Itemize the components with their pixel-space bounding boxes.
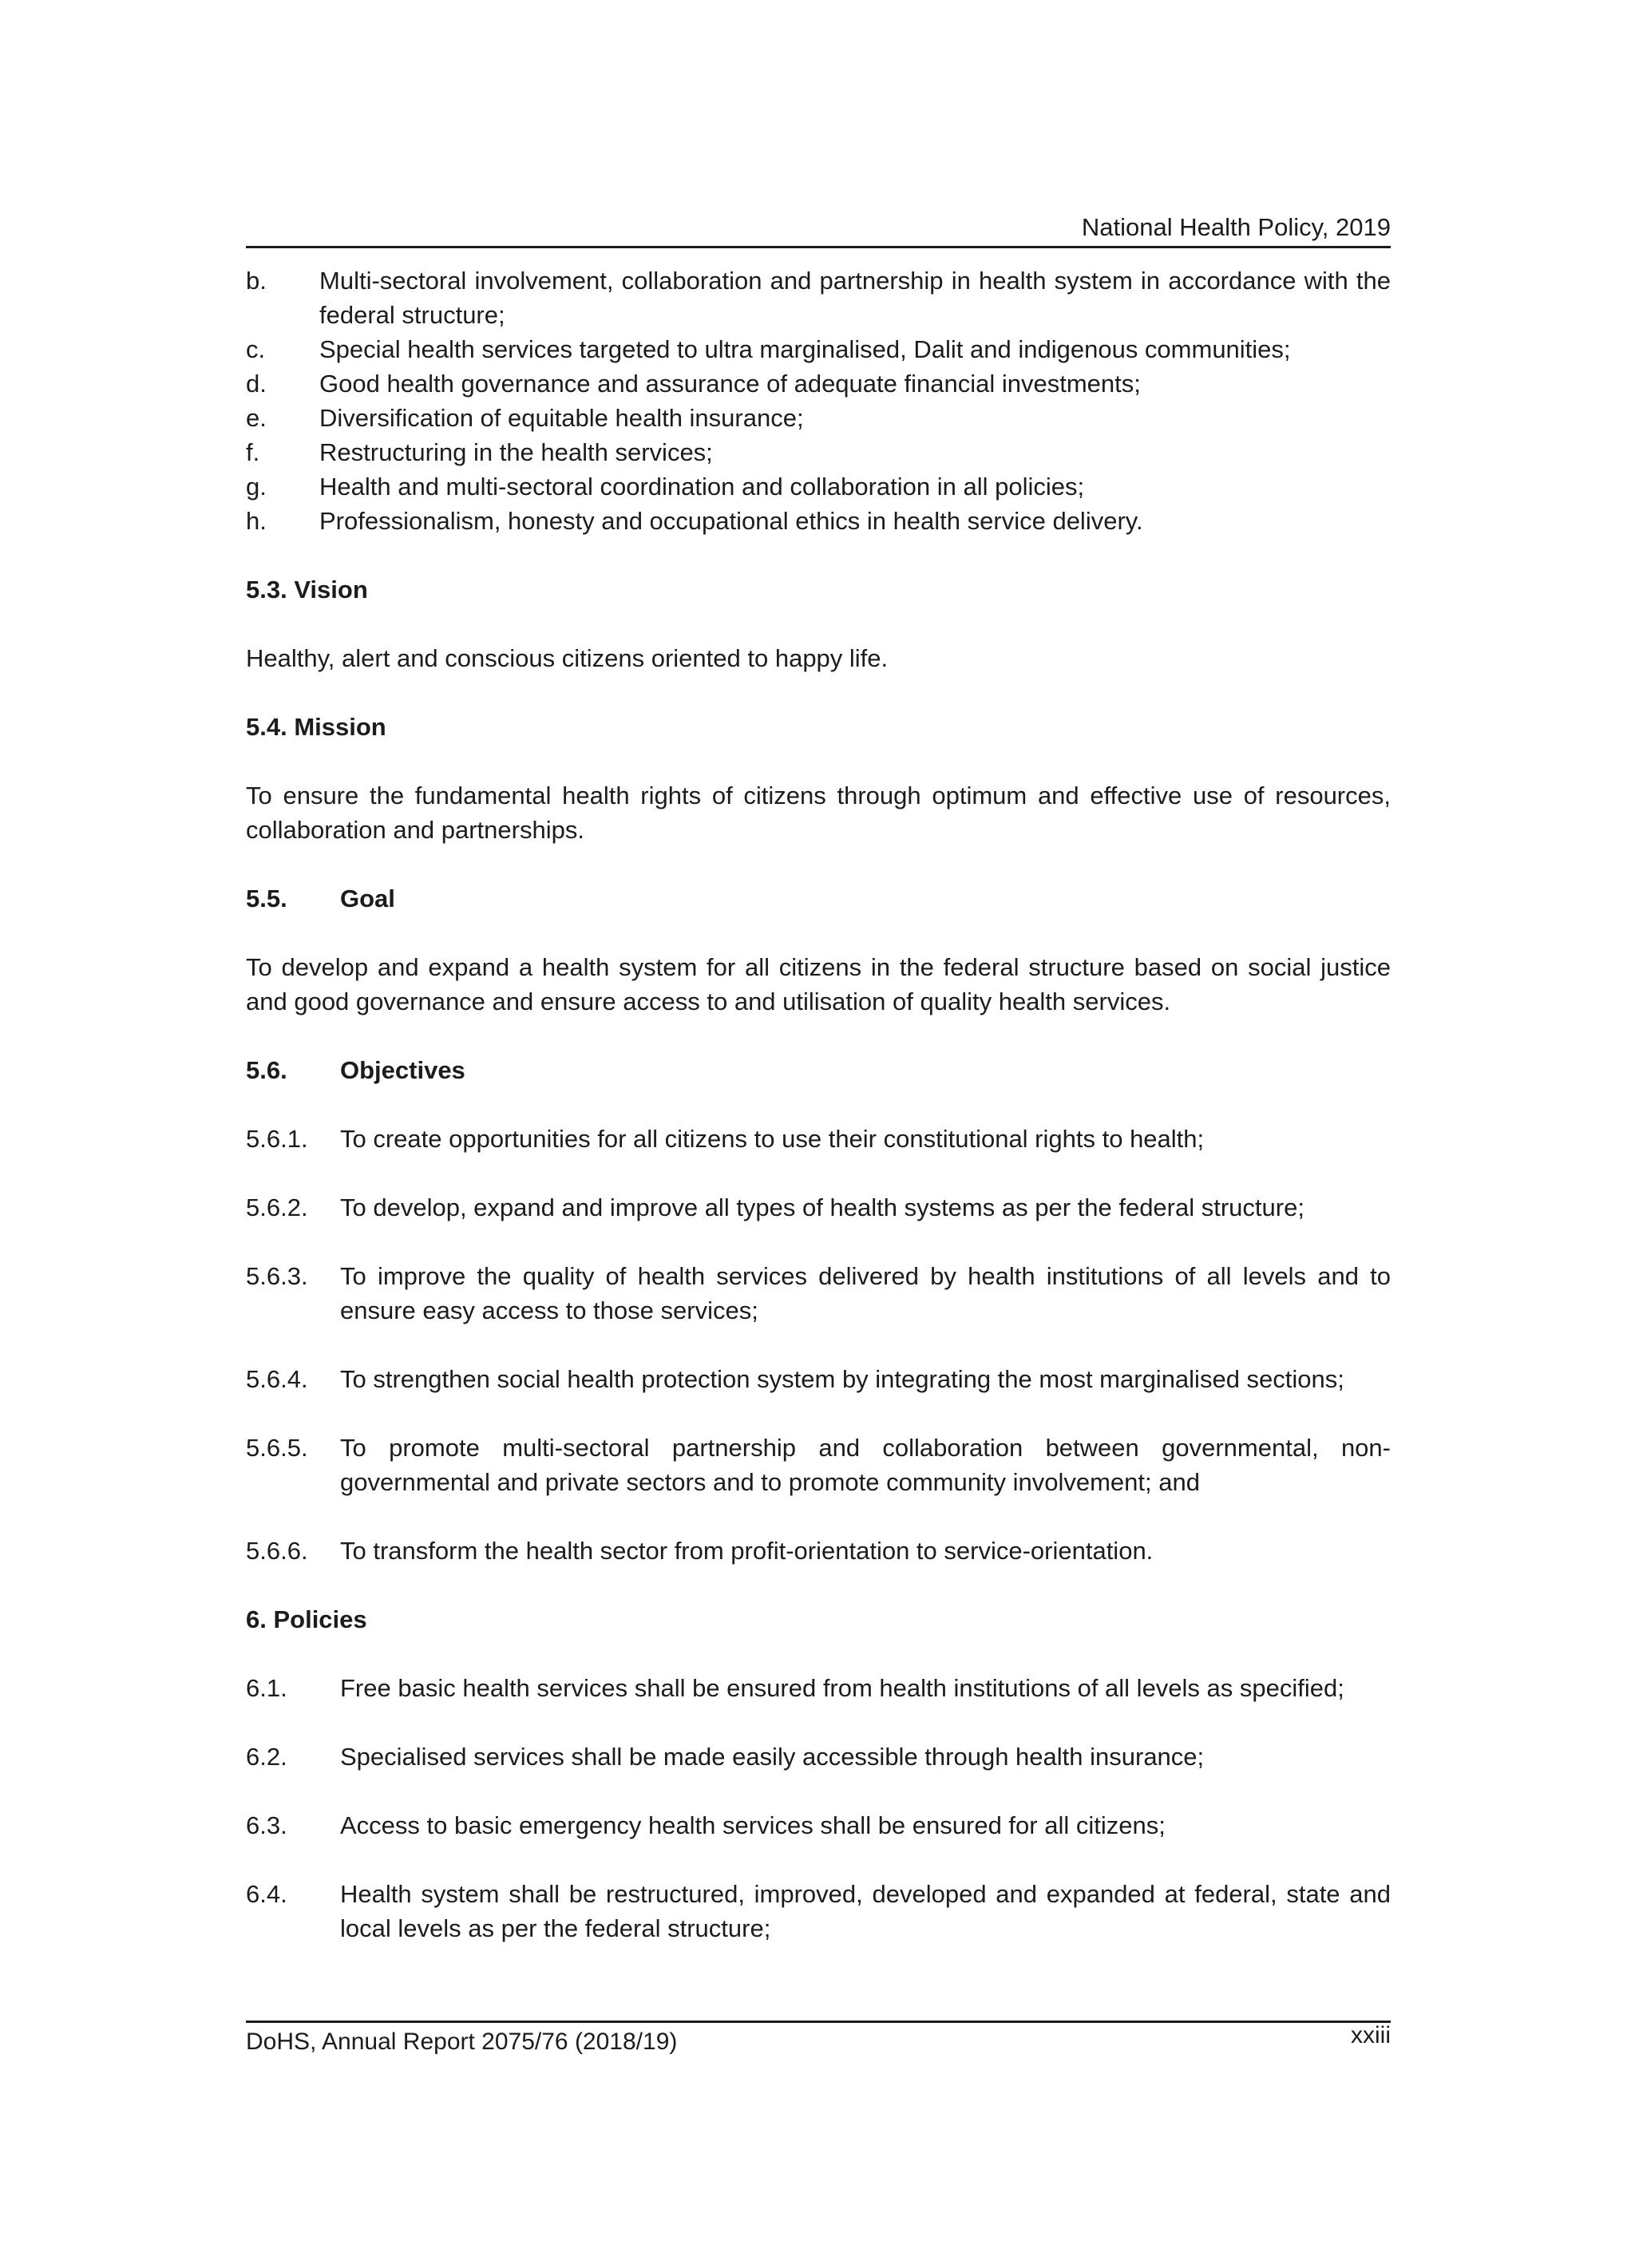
list-text: Diversification of equitable health insurance; (319, 404, 804, 432)
list-marker: d. (246, 370, 267, 398)
list-text: Restructuring in the health services; (319, 438, 713, 466)
objectives-list (246, 1087, 1391, 1568)
section-title: Goal (340, 885, 395, 912)
list-marker: 5.6.4. (246, 1365, 308, 1393)
list-marker: 5.6.2. (246, 1193, 308, 1221)
list-marker: 6.1. (246, 1674, 287, 1702)
goal-text: To develop and expand a health system for all citizens in the federal structure based on social justice and good governance and ensure access to and utilisation of quality health services. (246, 953, 1391, 1015)
list-item (246, 1877, 1391, 1945)
footer-rule (246, 2021, 1391, 2023)
list-text: Multi-sectoral involvement, collaboration and partnership in health system in accordance with the federal structure; (319, 267, 1391, 329)
list-text: Good health governance and assurance of adequate financial investments; (319, 370, 1141, 398)
list-item (246, 1362, 1391, 1396)
list-marker: f. (246, 438, 260, 466)
list-marker: g. (246, 473, 267, 501)
page-number: xxiii (1351, 2022, 1391, 2048)
list-text: Professionalism, honesty and occupational ethics in health service delivery. (319, 507, 1143, 535)
list-marker: h. (246, 507, 267, 535)
list-text: Access to basic emergency health services shall be ensured for all citizens; (340, 1811, 1166, 1839)
list-marker: c. (246, 335, 266, 363)
vision-heading: 5.3. Vision (246, 576, 368, 604)
header-rule (246, 246, 1391, 248)
list-text: Special health services targeted to ultra marginalised, Dalit and indigenous communities; (319, 335, 1291, 363)
list-item (246, 1259, 1391, 1328)
list-marker: 6.2. (246, 1743, 287, 1771)
vision-text: Healthy, alert and conscious citizens oriented to happy life. (246, 644, 889, 672)
list-text: Health and multi-sectoral coordination and collaboration in all policies; (319, 473, 1085, 501)
mission-text: To ensure the fundamental health rights of citizens through optimum and effective use of resources, collaboration and partnerships. (246, 782, 1391, 844)
list-item (246, 1122, 1391, 1156)
list-item (246, 435, 1391, 469)
list-item (246, 469, 1391, 504)
list-marker: 5.6.1. (246, 1125, 308, 1153)
list-text: To create opportunities for all citizens to use their constitutional rights to health; (340, 1125, 1205, 1153)
list-marker: 5.6.3. (246, 1262, 308, 1290)
list-text: To promote multi-sectoral partnership and collaboration between governmental, non-governmental and private sectors and to promote community involvement; and (340, 1434, 1391, 1496)
list-item (246, 1808, 1391, 1843)
list-marker: b. (246, 267, 267, 295)
section-number: 5.5. (246, 885, 287, 912)
list-text: To strengthen social health protection system by integrating the most marginalised sections; (340, 1365, 1344, 1393)
list-marker: 5.6.5. (246, 1434, 308, 1462)
list-item (246, 401, 1391, 435)
list-text: Free basic health services shall be ensured from health institutions of all levels as specified; (340, 1674, 1344, 1702)
list-item (246, 1534, 1391, 1568)
list-marker: 5.6.6. (246, 1537, 308, 1565)
running-header: National Health Policy, 2019 (1081, 213, 1391, 241)
list-item (246, 332, 1391, 366)
policies-list (246, 1637, 1391, 1945)
list-text: Specialised services shall be made easily accessible through health insurance; (340, 1743, 1205, 1771)
list-marker: 6.3. (246, 1811, 287, 1839)
list-text: To develop, expand and improve all types of health systems as per the federal structure; (340, 1193, 1304, 1221)
list-text: To improve the quality of health services delivered by health institutions of all levels and to ensure easy access to those services; (340, 1262, 1391, 1324)
list-text: Health system shall be restructured, improved, developed and expanded at federal, state and local levels as per the federal structure; (340, 1880, 1391, 1942)
mission-heading: 5.4. Mission (246, 713, 386, 741)
list-item (246, 1431, 1391, 1499)
list-item (246, 1740, 1391, 1774)
principles-list (246, 263, 1391, 538)
list-item (246, 263, 1391, 332)
list-marker: 6.4. (246, 1880, 287, 1908)
list-item (246, 1671, 1391, 1705)
list-text: To transform the health sector from profit-orientation to service-orientation. (340, 1537, 1154, 1565)
list-marker: e. (246, 404, 267, 432)
footer-report-title: DoHS, Annual Report 2075/76 (2018/19) (246, 2029, 678, 2055)
policies-heading: 6. Policies (246, 1605, 367, 1633)
objectives-heading (246, 1053, 1391, 1087)
list-item (246, 1190, 1391, 1225)
goal-heading (246, 881, 1391, 916)
list-item (246, 504, 1391, 538)
section-number: 5.6. (246, 1056, 287, 1084)
section-title: Objectives (340, 1056, 465, 1084)
list-item (246, 366, 1391, 401)
page-content (246, 263, 1391, 1945)
